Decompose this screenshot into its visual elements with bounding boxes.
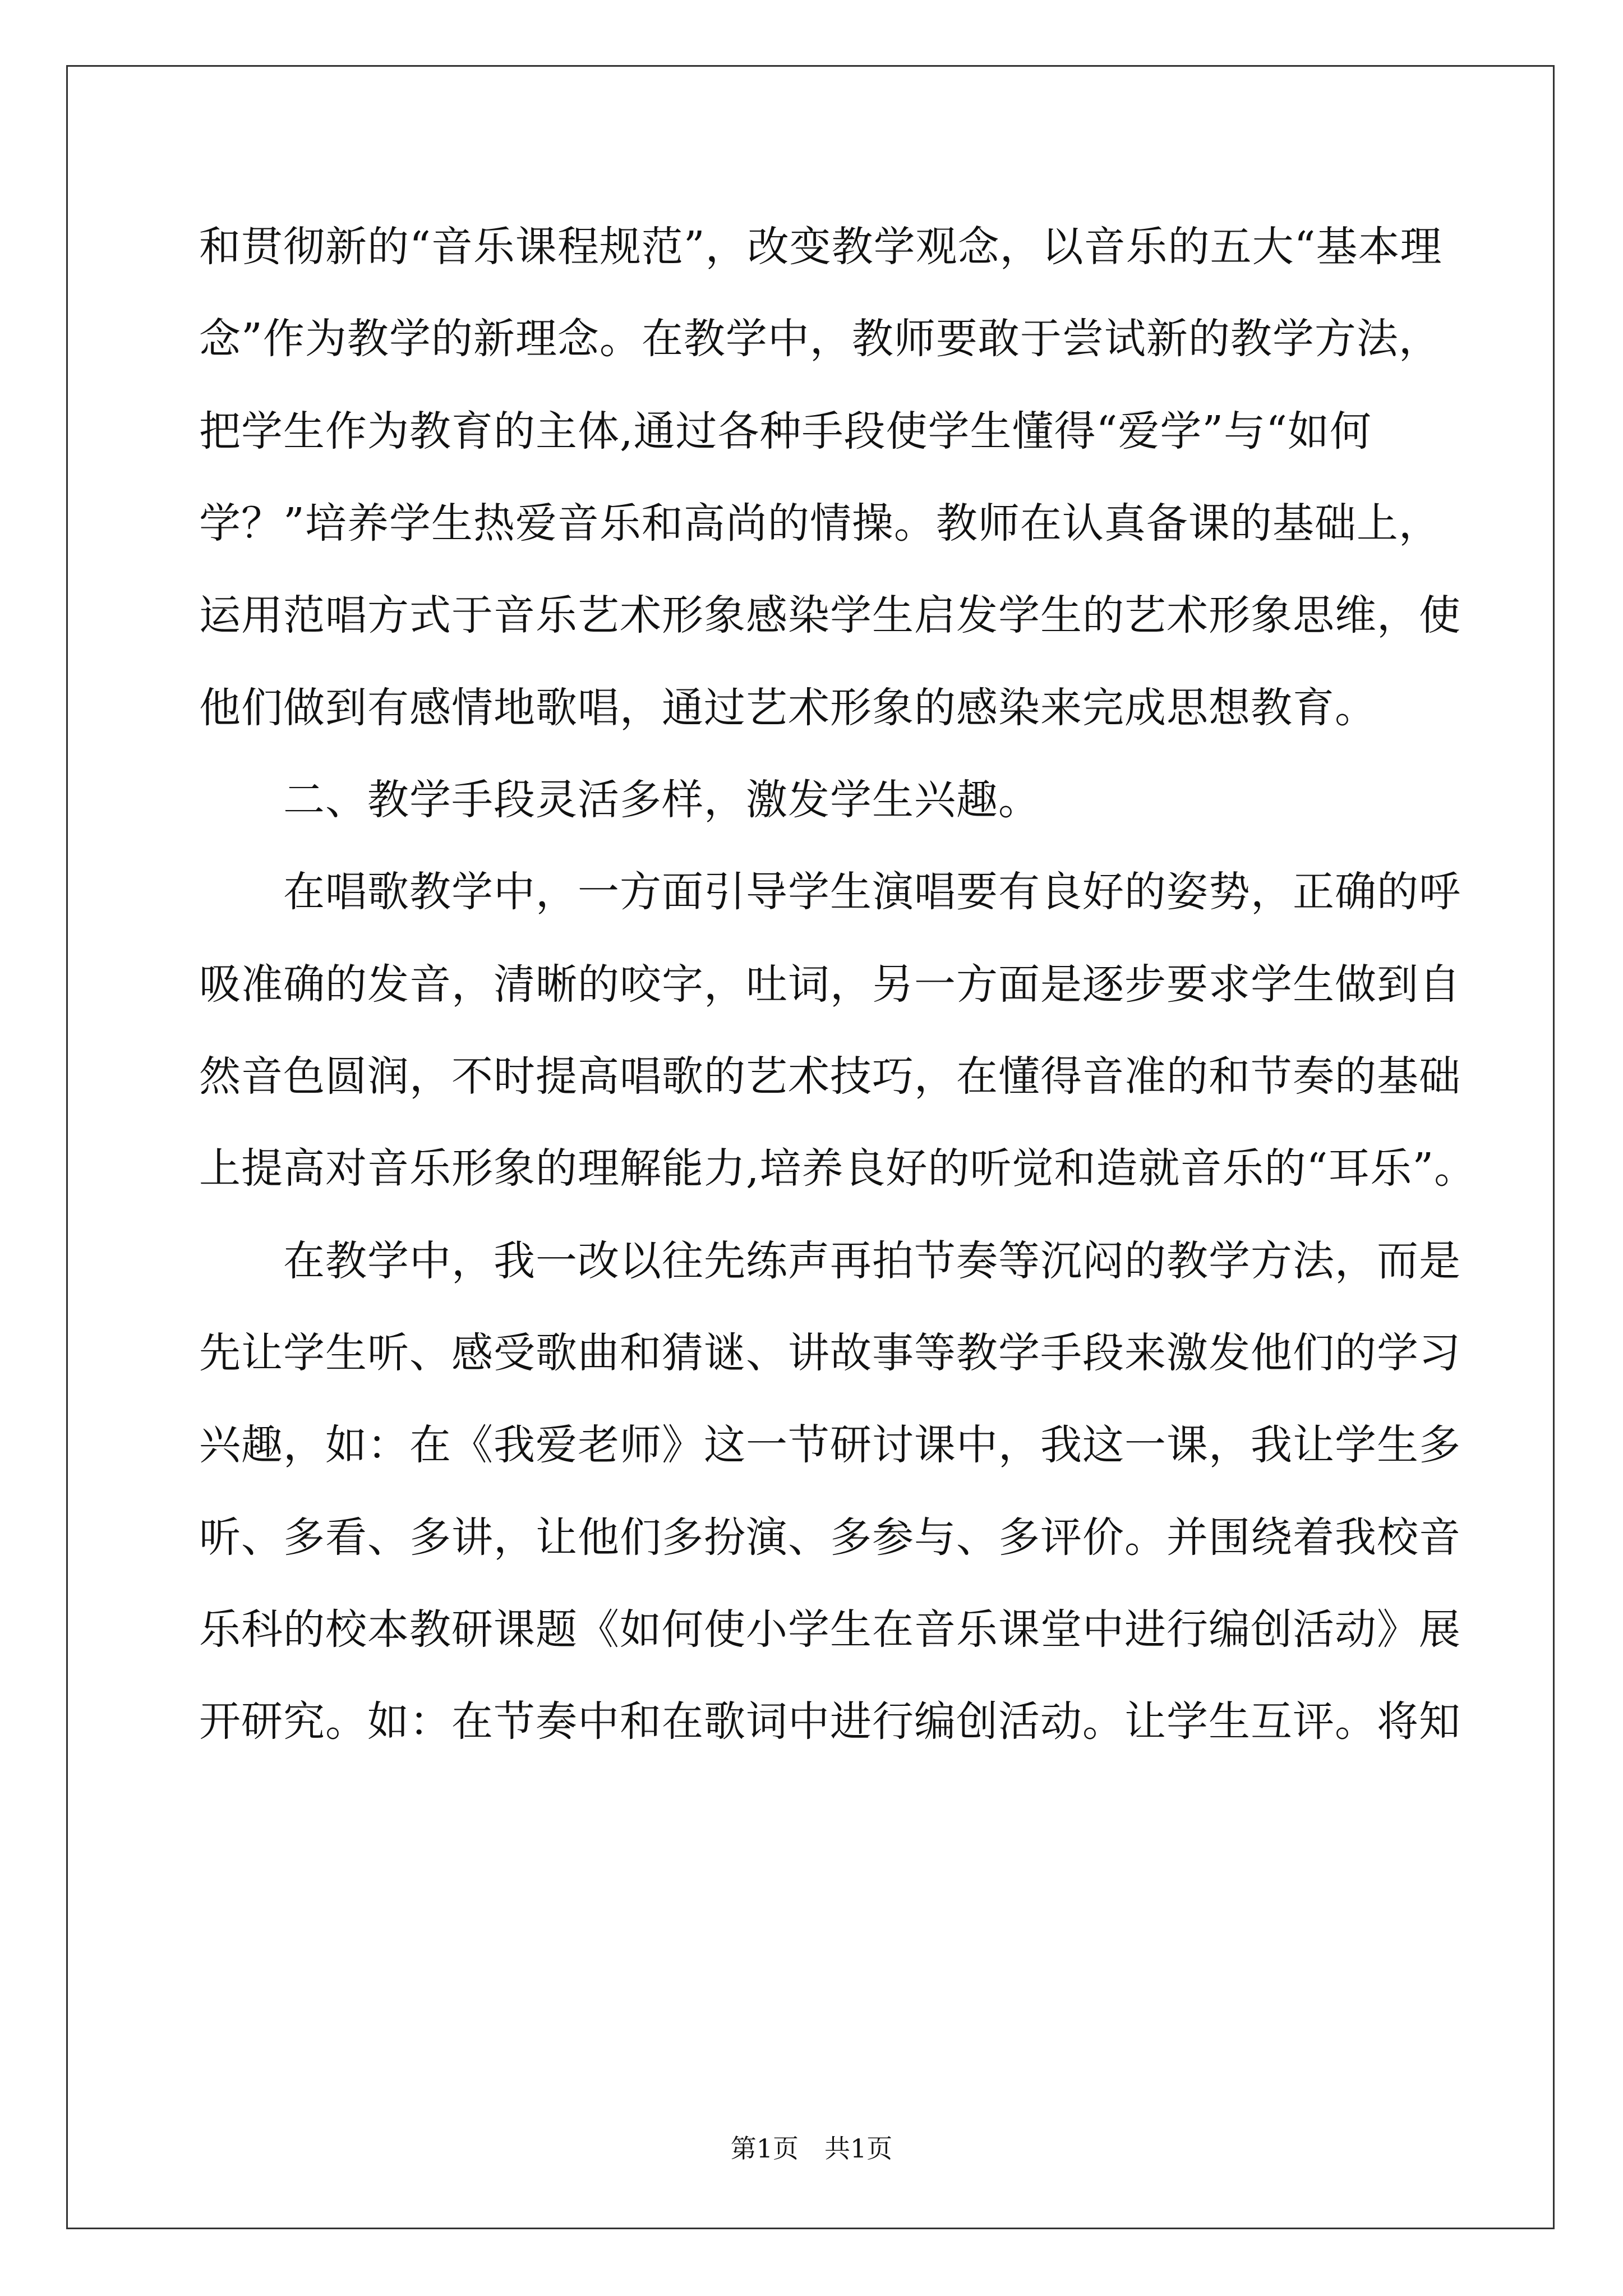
text-line: 和贯彻新的“音乐课程规范”，改变教学观念，以音乐的五大“基本理 — [199, 223, 1442, 271]
text-line: 听、多看、多讲，让他们多扮演、多参与、多评价。并围绕着我校音 — [199, 1513, 1461, 1562]
text-line: 开研究。如：在节奏中和在歌词中进行编创活动。让学生互评。将知 — [199, 1697, 1461, 1746]
text-line: 在唱歌教学中，一方面引导学生演唱要有良好的姿势，正确的呼 — [283, 868, 1461, 916]
text-line: 吸准确的发音，清晰的咬字，吐词，另一方面是逐步要求学生做到自 — [199, 960, 1461, 1009]
text-line: 兴趣，如：在《我爱老师》这一节研讨课中，我这一课，我让学生多 — [199, 1421, 1461, 1469]
page-number-footer: 第1页 共1页 — [730, 2133, 893, 2164]
text-line: 他们做到有感情地歌唱，通过艺术形象的感染来完成思想教育。 — [199, 684, 1377, 732]
text-line: 把学生作为教育的主体,通过各种手段使学生懂得“爱学”与“如何 — [199, 407, 1372, 455]
text-line: 上提高对音乐形象的理解能力,培养良好的听觉和造就音乐的“耳乐”。 — [199, 1144, 1477, 1193]
section-heading: 二、教学手段灵活多样，激发学生兴趣。 — [283, 776, 1040, 824]
text-line: 乐科的校本教研课题《如何使小学生在音乐课堂中进行编创活动》展 — [199, 1605, 1461, 1654]
text-line: 念”作为教学的新理念。在教学中，教师要敢于尝试新的教学方法， — [199, 315, 1441, 363]
text-line: 先让学生听、感受歌曲和猜谜、讲故事等教学手段来激发他们的学习 — [199, 1329, 1461, 1377]
text-line: 在教学中，我一改以往先练声再拍节奏等沉闷的教学方法，而是 — [283, 1237, 1461, 1285]
text-line: 运用范唱方式于音乐艺术形象感染学生启发学生的艺术形象思维，使 — [199, 591, 1461, 639]
text-line: 学？”培养学生热爱音乐和高尚的情操。教师在认真备课的基础上， — [199, 499, 1441, 547]
text-line: 然音色圆润，不时提高唱歌的艺术技巧，在懂得音准的和节奏的基础 — [199, 1052, 1461, 1101]
